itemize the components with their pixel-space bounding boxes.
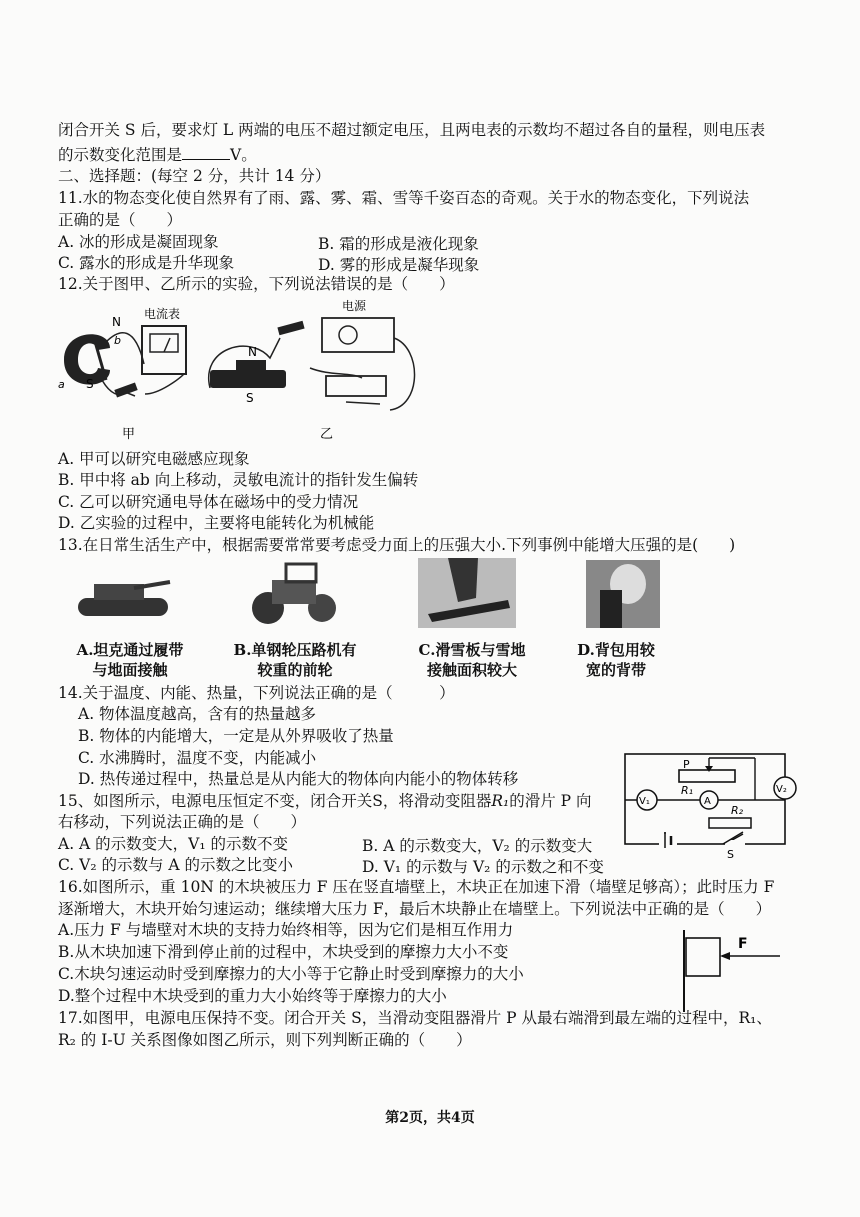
label: V₂ bbox=[776, 784, 787, 795]
caption: 甲 bbox=[122, 427, 136, 442]
option: D. 乙实验的过程中，主要将电能转化为机械能 bbox=[58, 514, 375, 532]
option: C. 露水的形成是升华现象 bbox=[58, 254, 235, 272]
question-14: 14.关于温度、内能、热量，下列说法正确的是（ ） bbox=[58, 684, 455, 702]
text-line: 逐渐增大，木块开始匀速运动；继续增大压力 F，最后木块静止在墙壁上。下列说法中正确的是（ ） bbox=[58, 900, 772, 918]
label: 电源 bbox=[342, 299, 367, 313]
option: B. 物体的内能增大，一定是从外界吸收了热量 bbox=[78, 727, 394, 745]
question-12: 12.关于图甲、乙所示的实验，下列说法错误的是（ ） bbox=[58, 275, 455, 293]
question-16: 16.如图所示，重 10N 的木块被压力 F 压在竖直墙壁上，木块正在加速下滑（墙壁足够高）；此时压力 F bbox=[58, 878, 775, 896]
circuit-diagram bbox=[615, 748, 805, 860]
text-line bbox=[58, 145, 257, 165]
power-supply bbox=[322, 318, 394, 352]
option: C. 水沸腾时，温度不变，内能减小 bbox=[78, 749, 317, 767]
text-span: 15、如图所示，电源电压恒定不变，闭合开关S，将滑动变阻器 bbox=[58, 792, 492, 810]
label: R₂ bbox=[731, 804, 744, 817]
text-line: 右移动，下列说法正确的是（ ） bbox=[58, 813, 307, 831]
caption-line: 宽的背带 bbox=[585, 661, 646, 679]
caption-line: 接触面积较大 bbox=[426, 661, 517, 679]
caption-line: A.坦克通过履带 bbox=[76, 641, 184, 659]
caption-line: 较重的前轮 bbox=[257, 661, 333, 679]
option: B. A 的示数变大，V₂ 的示数变大 bbox=[362, 837, 593, 855]
option: B. 霜的形成是液化现象 bbox=[318, 235, 479, 253]
option: A. 冰的形成是凝固现象 bbox=[58, 233, 219, 251]
option: B. 甲中将 ab 向上移动，灵敏电流计的指针发生偏转 bbox=[58, 471, 419, 489]
label: R₁ bbox=[681, 784, 694, 797]
question-13: 13.在日常生活生产中，根据需要常常要考虑受力面上的压强大小.下列事例中能增大压强的是( ) bbox=[58, 536, 736, 554]
option-caption bbox=[210, 640, 380, 680]
label: a bbox=[58, 378, 65, 391]
label: A bbox=[704, 796, 711, 807]
resistor-r1 bbox=[679, 770, 735, 782]
option: D.整个过程中木块受到的重力大小始终等于摩擦力的大小 bbox=[58, 987, 447, 1005]
question-17: 17.如图甲，电源电压保持不变。闭合开关 S，当滑动变阻器滑片 P 从最右端滑到最左端的过程中，R₁、 bbox=[58, 1009, 772, 1027]
option: A.压力 F 与墙壁对木块的支持力始终相等，因为它们是相互作用力 bbox=[58, 921, 514, 939]
block-on-wall-diagram bbox=[676, 926, 786, 1014]
ski-image bbox=[418, 558, 516, 628]
caption-line: C.滑雪板与雪地 bbox=[418, 641, 526, 659]
text-line: 正确的是（ ） bbox=[58, 211, 183, 229]
caption-line: 与地面接触 bbox=[92, 661, 168, 679]
resistor-r2 bbox=[709, 818, 751, 828]
option: C.木块匀速运动时受到摩擦力的大小等于它静止时受到摩擦力的大小 bbox=[58, 965, 524, 983]
road-roller-image bbox=[242, 560, 342, 626]
backpack-image bbox=[586, 560, 660, 628]
text-line: R₂ 的 I-U 关系图像如图乙所示，则下列判断正确的（ ） bbox=[58, 1031, 472, 1049]
label: P bbox=[683, 758, 690, 771]
option-caption bbox=[394, 640, 550, 680]
label: S bbox=[727, 848, 734, 860]
section-heading: 二、选择题：(每空 2 分，共计 14 分） bbox=[58, 167, 331, 185]
label: F bbox=[738, 936, 748, 952]
option: D. 雾的形成是凝华现象 bbox=[318, 256, 480, 274]
text-span: 的滑片 P 向 bbox=[509, 792, 592, 810]
wooden-block bbox=[686, 938, 720, 976]
label: S bbox=[246, 391, 254, 405]
option-caption bbox=[60, 640, 200, 680]
galvanometer bbox=[142, 326, 186, 374]
option: A. 物体温度越高，含有的热量越多 bbox=[78, 705, 317, 723]
label: N bbox=[112, 315, 121, 329]
r1-symbol: R₁ bbox=[491, 792, 510, 810]
option: D. V₁ 的示数与 V₂ 的示数之和不变 bbox=[362, 858, 604, 876]
option: C. 乙可以研究通电导体在磁场中的受力情况 bbox=[58, 493, 359, 511]
caption-line: B.单钢轮压路机有 bbox=[233, 641, 357, 659]
label: 电流表 bbox=[144, 307, 181, 321]
page-footer: 第2页，共4页 bbox=[385, 1110, 475, 1126]
text-span: V。 bbox=[230, 146, 257, 164]
rheostat bbox=[326, 376, 386, 396]
option: D. 热传递过程中，热量总是从内能大的物体向内能小的物体转移 bbox=[78, 770, 519, 788]
option: A. 甲可以研究电磁感应现象 bbox=[58, 450, 250, 468]
label: N bbox=[248, 345, 257, 359]
option: C. V₂ 的示数与 A 的示数之比变小 bbox=[58, 856, 294, 874]
text-span: 的示数变化范围是 bbox=[58, 146, 183, 164]
label: S bbox=[86, 377, 94, 391]
option: B.从木块加速下滑到停止前的过程中，木块受到的摩擦力大小不变 bbox=[58, 943, 509, 961]
option: A. A 的示数变大，V₁ 的示数不变 bbox=[58, 835, 289, 853]
switch-shape bbox=[277, 321, 304, 335]
option-caption bbox=[556, 640, 676, 680]
tank-image bbox=[74, 568, 174, 628]
text-line: 闭合开关 S 后，要求灯 L 两端的电压不超过额定电压，且两电表的示数均不超过各自的量程，则电压表 bbox=[58, 121, 766, 139]
caption-line: D.背包用较 bbox=[577, 641, 655, 659]
question-11: 11.水的物态变化使自然界有了雨、露、雾、霜、雪等千姿百态的奇观。关于水的物态变化，下列说法 bbox=[58, 189, 750, 207]
answer-blank bbox=[182, 145, 230, 160]
figure-12-experiments bbox=[50, 298, 430, 443]
label: b bbox=[114, 334, 121, 347]
label: V₁ bbox=[639, 796, 650, 807]
caption: 乙 bbox=[320, 427, 334, 442]
question-15 bbox=[58, 791, 592, 811]
